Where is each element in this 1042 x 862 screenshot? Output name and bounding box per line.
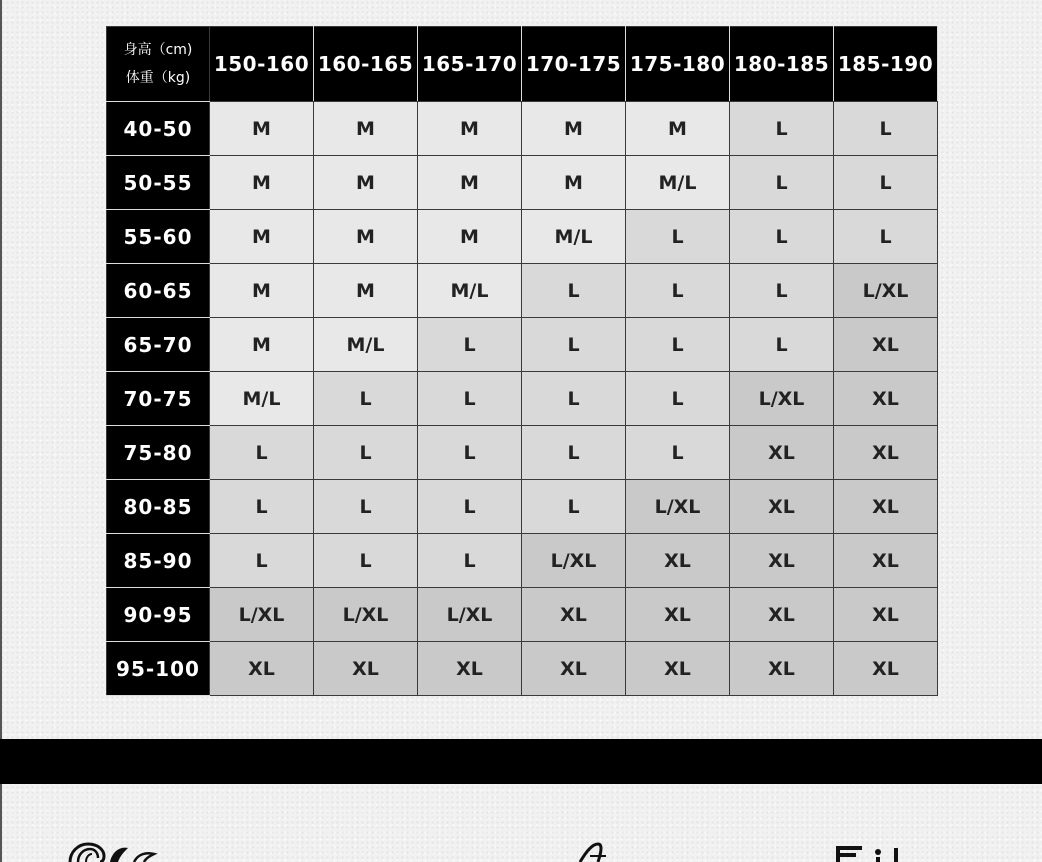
size-cell: M — [210, 156, 314, 210]
weight-row-label: 65-70 — [107, 318, 210, 372]
height-axis-label: 身高（cm) — [123, 42, 193, 58]
weight-row — [107, 156, 938, 210]
size-cell: L — [730, 210, 834, 264]
size-cell: M — [314, 210, 418, 264]
weight-row — [107, 426, 938, 480]
size-cell: L — [834, 210, 938, 264]
size-cell: L — [626, 210, 730, 264]
size-cell: XL — [730, 642, 834, 696]
size-cell: XL — [834, 372, 938, 426]
height-col-2: 165-170 — [418, 27, 522, 102]
size-cell: XL — [834, 588, 938, 642]
height-col-3: 170-175 — [522, 27, 626, 102]
height-col-6: 185-190 — [834, 27, 938, 102]
size-cell: L/XL — [730, 372, 834, 426]
weight-row — [107, 264, 938, 318]
size-cell: L — [418, 372, 522, 426]
size-cell: L — [626, 318, 730, 372]
size-cell: L — [730, 318, 834, 372]
size-cell: L/XL — [522, 534, 626, 588]
size-chart-body — [107, 102, 938, 696]
size-cell: L — [522, 480, 626, 534]
weight-row-label: 75-80 — [107, 426, 210, 480]
weight-row — [107, 102, 938, 156]
weight-row-label: 90-95 — [107, 588, 210, 642]
size-cell: L — [730, 102, 834, 156]
size-cell: M/L — [522, 210, 626, 264]
size-cell: M/L — [314, 318, 418, 372]
size-cell: XL — [834, 426, 938, 480]
size-cell: L/XL — [626, 480, 730, 534]
size-cell: L — [418, 534, 522, 588]
size-cell: M — [210, 318, 314, 372]
weight-row — [107, 642, 938, 696]
size-cell: XL — [730, 426, 834, 480]
size-cell: L — [834, 156, 938, 210]
size-cell: XL — [314, 642, 418, 696]
size-cell: L — [730, 156, 834, 210]
weight-row-label: 60-65 — [107, 264, 210, 318]
size-cell: XL — [730, 588, 834, 642]
size-cell: M/L — [210, 372, 314, 426]
size-cell: XL — [834, 480, 938, 534]
size-cell: L — [626, 264, 730, 318]
page-left-border — [0, 0, 2, 862]
size-cell: XL — [626, 534, 730, 588]
weight-row — [107, 480, 938, 534]
height-col-1: 160-165 — [314, 27, 418, 102]
size-cell: XL — [210, 642, 314, 696]
weight-axis-label: 体重（kg) — [125, 70, 191, 86]
weight-row — [107, 372, 938, 426]
size-cell: XL — [522, 588, 626, 642]
size-cell: M — [210, 210, 314, 264]
size-cell: XL — [834, 642, 938, 696]
size-cell: M — [522, 102, 626, 156]
size-cell: M/L — [626, 156, 730, 210]
size-cell: XL — [834, 534, 938, 588]
weight-row-label: 70-75 — [107, 372, 210, 426]
black-divider-band — [0, 739, 1042, 784]
size-cell: M — [210, 102, 314, 156]
size-cell: L — [314, 426, 418, 480]
size-cell: L — [418, 426, 522, 480]
weight-row-label: 95-100 — [107, 642, 210, 696]
size-cell: M — [314, 156, 418, 210]
weight-row-label: 50-55 — [107, 156, 210, 210]
size-cell: M — [522, 156, 626, 210]
weight-row — [107, 210, 938, 264]
height-header-row — [107, 27, 938, 102]
weight-row-label: 40-50 — [107, 102, 210, 156]
size-cell: XL — [418, 642, 522, 696]
size-cell: XL — [730, 534, 834, 588]
size-cell: L/XL — [834, 264, 938, 318]
size-cell: L/XL — [314, 588, 418, 642]
weight-row-label: 55-60 — [107, 210, 210, 264]
size-cell: L — [522, 318, 626, 372]
weight-row — [107, 534, 938, 588]
script-logo-mark — [578, 842, 958, 862]
size-cell: M/L — [418, 264, 522, 318]
size-cell: M — [210, 264, 314, 318]
weight-row — [107, 588, 938, 642]
size-cell: L — [522, 372, 626, 426]
size-cell: L/XL — [418, 588, 522, 642]
size-cell: L — [418, 318, 522, 372]
size-cell: L — [210, 426, 314, 480]
size-cell: M — [418, 210, 522, 264]
size-cell: M — [418, 102, 522, 156]
weight-row-label: 85-90 — [107, 534, 210, 588]
height-col-4: 175-180 — [626, 27, 730, 102]
size-cell: L — [626, 426, 730, 480]
size-cell: L — [314, 480, 418, 534]
size-cell: L — [418, 480, 522, 534]
size-cell: L — [522, 426, 626, 480]
weight-row — [107, 318, 938, 372]
size-cell: XL — [834, 318, 938, 372]
height-col-5: 180-185 — [730, 27, 834, 102]
size-cell: M — [418, 156, 522, 210]
size-cell: XL — [522, 642, 626, 696]
size-cell: XL — [730, 480, 834, 534]
size-cell: M — [314, 264, 418, 318]
size-chart-table — [106, 26, 938, 696]
size-cell: L — [314, 534, 418, 588]
size-cell: L — [314, 372, 418, 426]
size-cell: M — [626, 102, 730, 156]
size-cell: L — [834, 102, 938, 156]
size-cell: L — [626, 372, 730, 426]
height-col-0: 150-160 — [210, 27, 314, 102]
rose-icon — [64, 838, 164, 862]
size-cell: XL — [626, 642, 730, 696]
size-cell: XL — [626, 588, 730, 642]
corner-header — [107, 27, 210, 102]
weight-row-label: 80-85 — [107, 480, 210, 534]
size-cell: L — [210, 480, 314, 534]
size-cell: L — [730, 264, 834, 318]
size-cell: L — [210, 534, 314, 588]
size-cell: L/XL — [210, 588, 314, 642]
size-cell: M — [314, 102, 418, 156]
size-cell: L — [522, 264, 626, 318]
